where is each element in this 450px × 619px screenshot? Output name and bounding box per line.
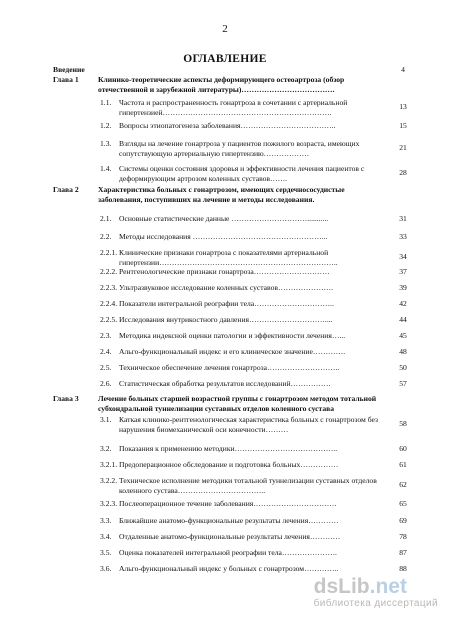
entry-title: Ультразвуковое исследование коленных суставов………………….	[119, 283, 334, 292]
entry-label: Введение	[53, 65, 85, 74]
entry-page: 21	[399, 143, 407, 152]
entry-title: Показатели интегральной реографии тела…………………………..	[119, 299, 334, 308]
entry-title: Альго-функциональный индекс и его клиническое значение………….	[119, 347, 346, 356]
entry-number: 3.4.	[100, 532, 112, 541]
entry-page: 78	[399, 532, 407, 541]
entry-number: 3.2.	[100, 444, 112, 453]
entry-title: Характеристика больных с гонартрозом, имеющих сердечнососудистые заболевания, поступивших на лечение и методы исследования.	[98, 185, 345, 204]
entry-title: Лечение больных старшей возрастной группы с гонартрозом методом тотальной субхондральной туннелизации суставных отделов коленного сустава	[98, 394, 377, 413]
entry-title: Предоперационное обследование и подготовка больных……………	[119, 460, 339, 469]
page-number: 2	[222, 23, 228, 35]
entry-title: Методы исследования ……………………………………………...	[119, 232, 328, 241]
entry-page: 44	[399, 315, 407, 324]
watermark	[314, 576, 438, 609]
entry-number: 2.2.1.	[100, 248, 118, 257]
entry-title: Статистическая обработка результатов исследований…………….	[119, 379, 331, 388]
toc-heading: ОГЛАВЛЕНИЕ	[183, 53, 267, 65]
entry-number: 2.4.	[100, 347, 112, 356]
entry-title: Частота и распространенность гонартроза в сочетании с артериальной гипертензией………………………………………………………….	[119, 98, 348, 117]
entry-number: 3.3.	[100, 516, 112, 525]
entry-page: 13	[399, 102, 407, 111]
entry-page: 4	[401, 65, 405, 74]
entry-title: Системы оценки состояния здоровья и эффективности лечения пациентов с деформирующим артрозом коленных суставов…….	[119, 164, 365, 183]
entry-title: Основные статистические данные …………………………...........	[119, 214, 329, 223]
entry-page: 61	[399, 460, 407, 469]
entry-label: Глава 1	[53, 75, 79, 84]
entry-number: 2.2.	[100, 232, 112, 241]
entry-number: 2.2.3.	[100, 283, 118, 292]
entry-page: 33	[399, 232, 407, 241]
entry-number: 1.4.	[100, 164, 112, 173]
watermark-logo: dsLib.net	[313, 575, 407, 598]
entry-page: 69	[399, 516, 407, 525]
table-of-contents	[0, 65, 450, 595]
entry-number: 2.2.4.	[100, 299, 118, 308]
entry-number: 2.3.	[100, 331, 112, 340]
entry-page: 57	[399, 379, 407, 388]
entry-title: Техническое исполнение методики тотальной туннелизации суставных отделов коленного сустава……………………………..	[119, 476, 377, 495]
entry-page: 39	[399, 283, 407, 292]
entry-page: 65	[399, 499, 407, 508]
entry-page: 34	[399, 252, 407, 261]
entry-number: 2.2.2.	[100, 267, 118, 276]
entry-title: Вопросы этиопатогенеза заболевания………………………………..	[119, 121, 336, 130]
entry-number: 3.5.	[100, 548, 112, 557]
entry-title: Каткая клинико-рентгенологическая характеристика больных с гонартрозом без нарушения биомеханической оси конечности………	[119, 415, 378, 434]
entry-page: 42	[399, 299, 407, 308]
entry-title: Клинические признаки гонартроза с показателями артериальной гипертензии……………………………………………………………..	[119, 248, 338, 267]
entry-title: Оценка показателей интегральной реографии тела………………….	[119, 548, 337, 557]
entry-title: Отдаленные анатомо-функциональные результаты лечения…………	[119, 532, 341, 541]
entry-page: 50	[399, 363, 407, 372]
entry-number: 3.1.	[100, 415, 112, 424]
entry-title: Исследования внутрикостного давления…………………………....	[119, 315, 333, 324]
entry-number: 1.2.	[100, 121, 112, 130]
watermark-tagline: библиотека диссертаций	[313, 598, 438, 609]
entry-page: 28	[399, 168, 407, 177]
entry-number: 3.2.2.	[100, 476, 118, 485]
entry-number: 1.1.	[100, 98, 112, 107]
entry-title: Методика индексной оценки патологии и эффективности лечения…...	[119, 331, 346, 340]
entry-page: 48	[399, 347, 407, 356]
entry-number: 2.1.	[100, 214, 112, 223]
entry-page: 87	[399, 548, 407, 557]
entry-page: 37	[399, 267, 407, 276]
entry-number: 2.5.	[100, 363, 112, 372]
entry-page: 60	[399, 444, 407, 453]
entry-page: 58	[399, 419, 407, 428]
entry-title: Ближайшие анатомо-функциональные результаты лечения…………	[119, 516, 339, 525]
entry-title: Альго-функциональный индекс у больных с гонартрозом…………..	[119, 564, 339, 573]
entry-page: 88	[399, 564, 407, 573]
entry-number: 1.3.	[100, 139, 112, 148]
entry-title: Показания к применению методики…………………………………..	[119, 444, 338, 453]
entry-title: Взгляды на лечение гонартроза у пациентов пожилого возраста, имеющих сопутствующую артериальную гипертензию………………	[119, 139, 360, 158]
entry-label: Глава 2	[53, 185, 79, 194]
entry-number: 2.6.	[100, 379, 112, 388]
entry-number: 3.2.3.	[100, 499, 118, 508]
entry-title: Техническое обеспечение лечения гонартроза………………………..	[119, 363, 340, 372]
entry-label: Глава 3	[53, 394, 79, 403]
entry-title: Клинико-теоретические аспекты деформирующего остеоартроза (обзор отечественной и зарубежной литературы)……………………………….	[98, 75, 345, 94]
entry-page: 31	[399, 214, 407, 223]
entry-number: 3.6.	[100, 564, 112, 573]
entry-page: 45	[399, 331, 407, 340]
entry-number: 2.2.5.	[100, 315, 118, 324]
entry-number: 3.2.1.	[100, 460, 118, 469]
entry-title: Рентгенологические признаки гонартроза…………………………	[119, 267, 330, 276]
entry-page: 15	[399, 121, 407, 130]
entry-page: 62	[399, 480, 407, 489]
entry-title: Послеоперационное течение заболевания……………………………	[119, 499, 337, 508]
